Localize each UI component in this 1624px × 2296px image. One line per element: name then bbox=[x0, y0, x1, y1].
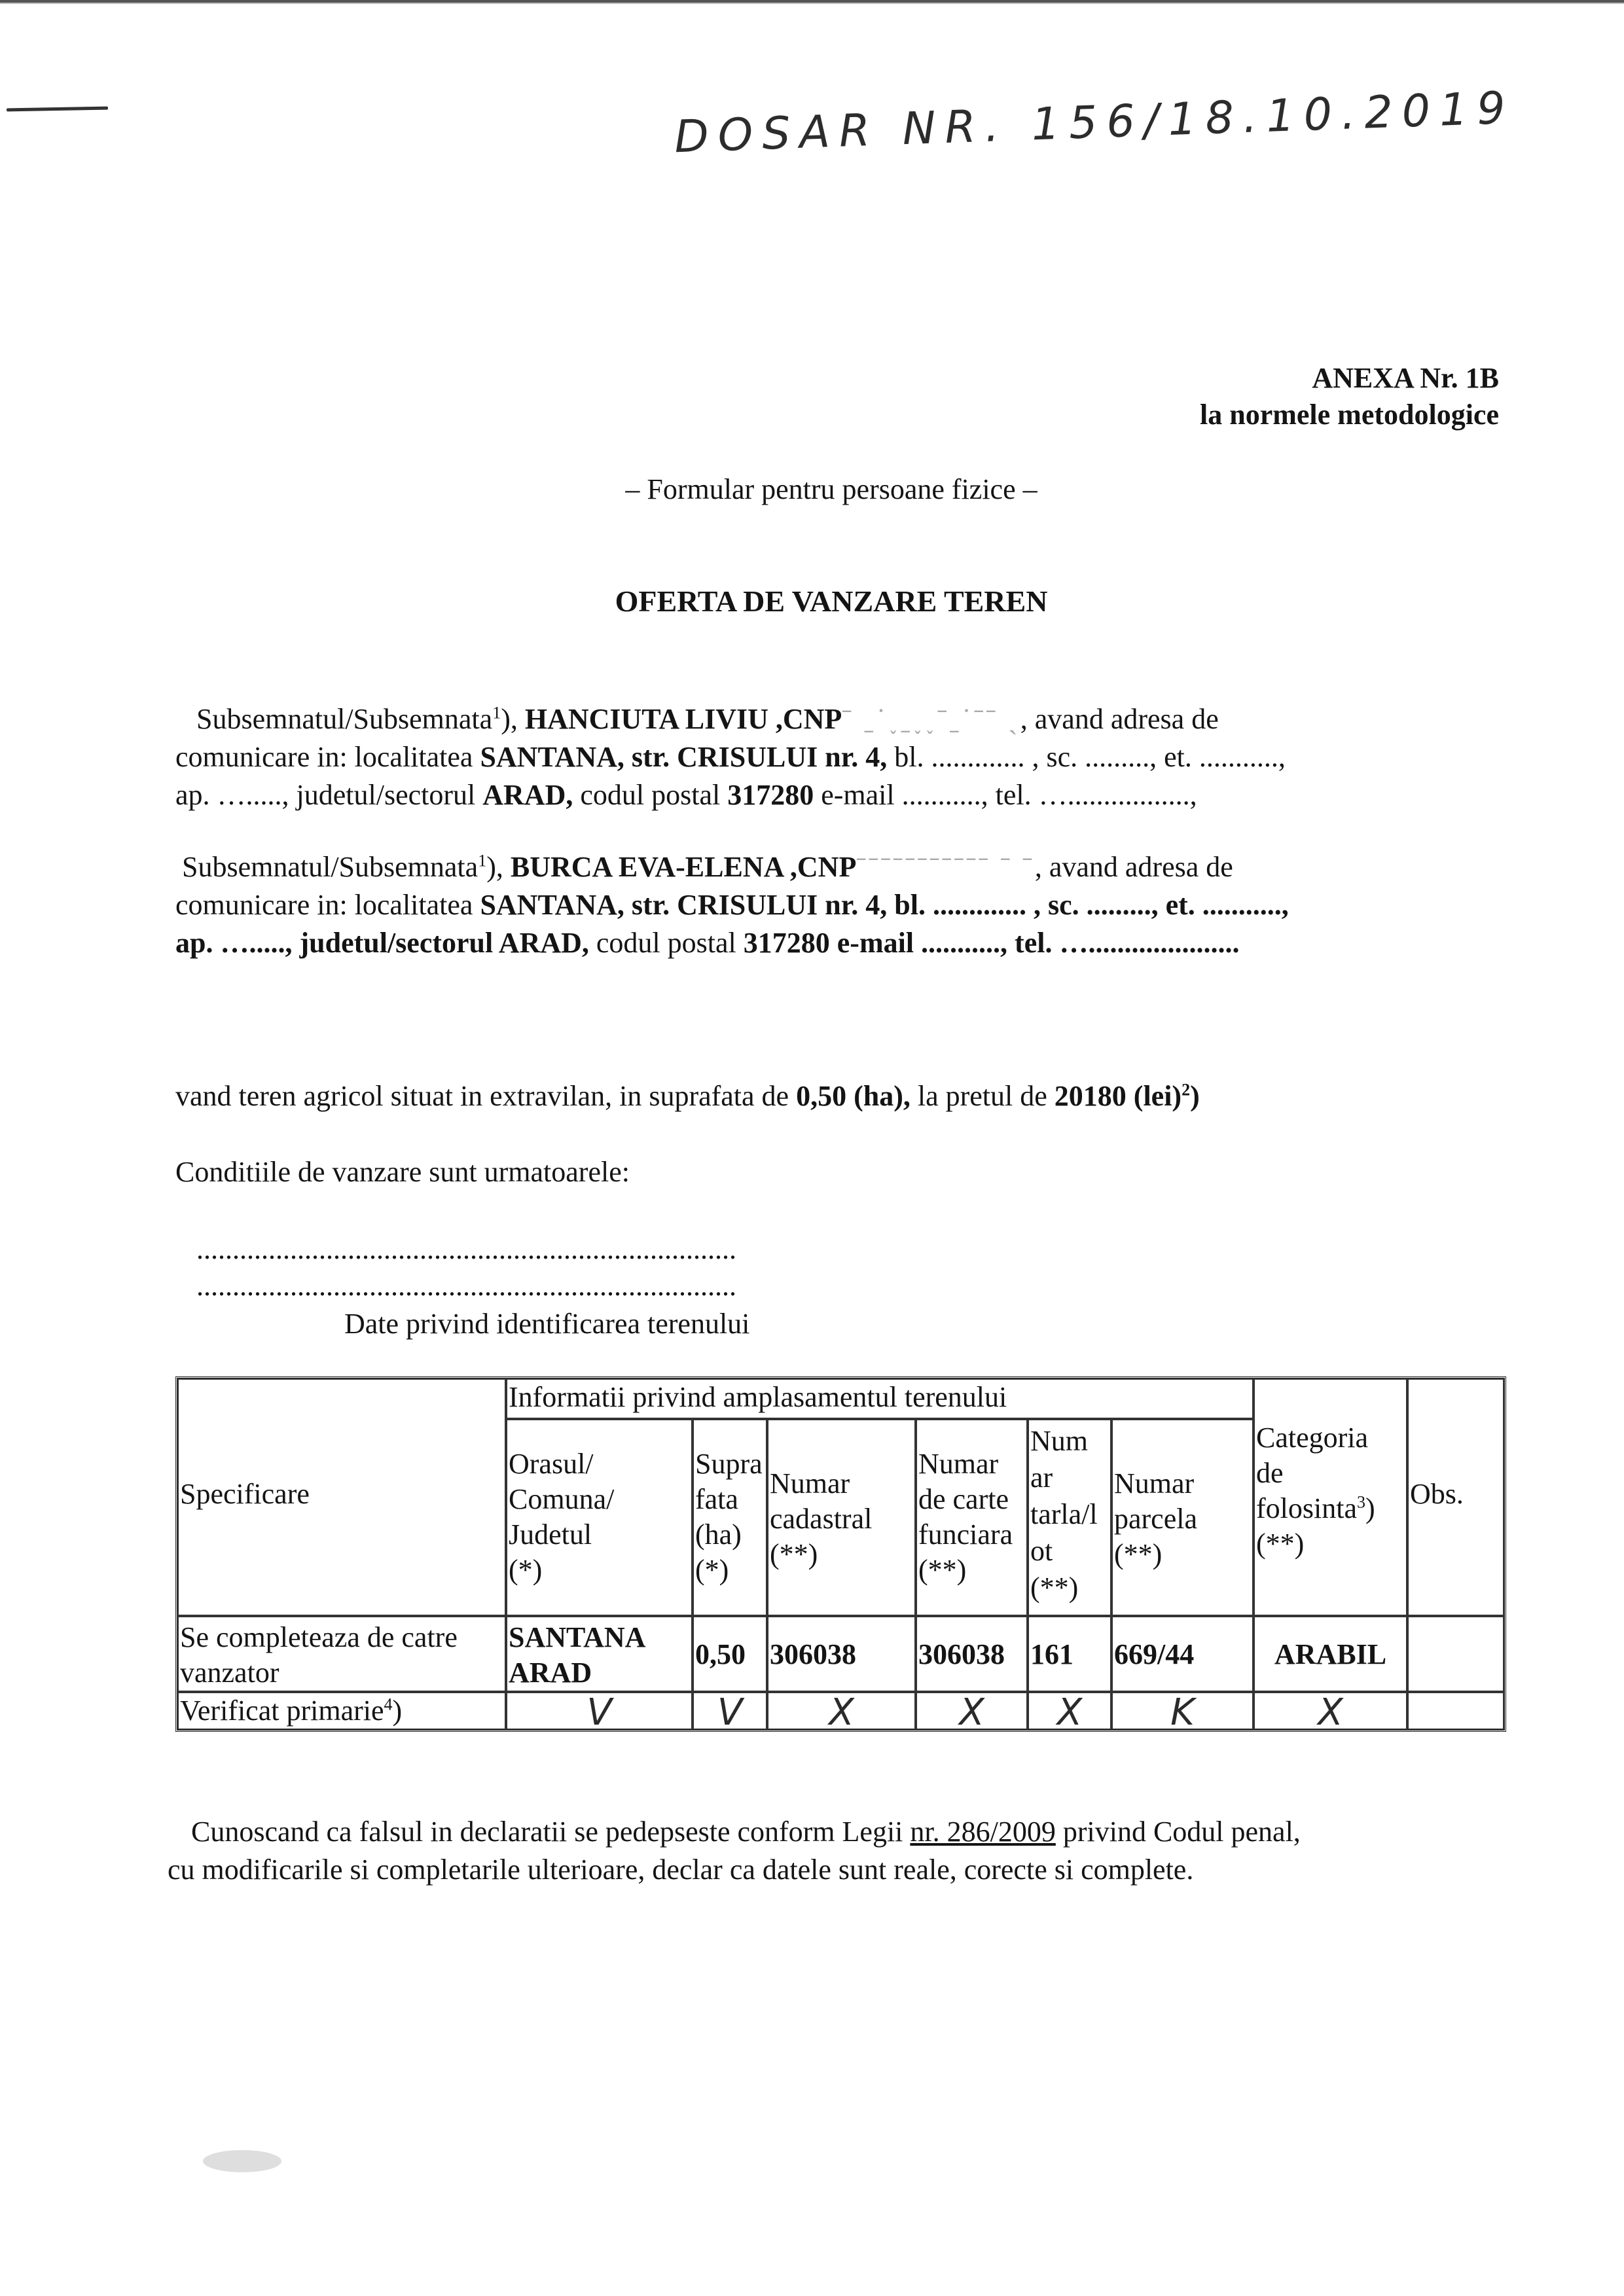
land-identification-table bbox=[175, 1376, 1506, 1732]
conditions-dotted-line-2: ........................................................................... bbox=[196, 1270, 736, 1302]
header-suprafata: Supra fata (ha) (*) bbox=[693, 1419, 767, 1616]
row1-tarla: 161 bbox=[1028, 1616, 1111, 1692]
seller2-locality: SANTANA, str. CRISULUI nr. 4, bl. ............. , sc. ........., et. ..........., bbox=[480, 889, 1289, 921]
row1-cadastral: 306038 bbox=[767, 1616, 916, 1692]
form-subtitle: – Formular pentru persoane fizice – bbox=[625, 473, 1038, 505]
row1-suprafata: 0,50 bbox=[693, 1616, 767, 1692]
scan-smudge bbox=[203, 2150, 281, 2172]
seller1-name: HANCIUTA LIVIU ,CNP bbox=[524, 703, 842, 735]
row1-carte-funciara: 306038 bbox=[916, 1616, 1028, 1692]
header-parcela: Numar parcela (**) bbox=[1111, 1419, 1254, 1616]
header-carte-funciara: Numar de carte funciara (**) bbox=[916, 1419, 1028, 1616]
seller2-county: ap. …....., judetul/sectorul ARAD, bbox=[175, 927, 589, 959]
header-cadastral: Numar cadastral (**) bbox=[767, 1419, 916, 1616]
conditions-dotted-line-1: ........................................................................... bbox=[196, 1233, 736, 1265]
sale-statement: vand teren agricol situat in extravilan, in suprafata de 0,50 (ha), la pretul de 20180 (lei)$^2$) bbox=[175, 1080, 1200, 1112]
scan-top-edge-shadow bbox=[0, 3, 1624, 4]
seller1-cnp-redacted: ˉ ˍ˙˯ˍ˯˯ˉˍ˙ˉˉ ˏ bbox=[842, 703, 1020, 735]
annex-number: ANEXA Nr. 1B bbox=[1312, 362, 1499, 394]
seller1-line3: ap. …....., judetul/sectorul ARAD, codul postal 317280 e-mail ..........., tel. …................., bbox=[175, 779, 1197, 811]
row2-label: Verificat primarie$^4$) bbox=[177, 1692, 506, 1730]
table-caption: Date privind identificarea terenului bbox=[344, 1308, 750, 1340]
handwritten-file-number: DOSAR NR. 156/18.10.2019 bbox=[674, 82, 1515, 164]
sale-area: 0,50 (ha), bbox=[796, 1080, 911, 1112]
seller1-postal: 317280 bbox=[727, 779, 814, 811]
header-orasul: Orasul/ Comuna/ Judetul (*) bbox=[506, 1419, 693, 1616]
check-mark-parcela: K bbox=[1111, 1692, 1254, 1730]
seller2-name: BURCA EVA-ELENA ,CNP bbox=[510, 851, 857, 883]
header-location-group: Informatii privind amplasamentul terenului bbox=[506, 1378, 1254, 1419]
seller2-line1: Subsemnatul/Subsemnata$^1$), BURCA EVA-ELENA ,CNPˉˉˉˉˉˉˉˉˉˉˉ ˉ ˉ, avand adresa de bbox=[182, 848, 1233, 886]
document-title: OFERTA DE VANZARE TEREN bbox=[615, 584, 1048, 618]
annex-subtitle: la normele metodologice bbox=[1200, 399, 1499, 431]
check-mark-cadastral: X bbox=[767, 1692, 916, 1730]
seller1-locality: SANTANA, str. CRISULUI nr. 4, bbox=[480, 741, 888, 773]
seller1-county: ARAD, bbox=[482, 779, 573, 811]
declaration-line1: Cunoscand ca falsul in declaratii se pedepseste conform Legii nr. 286/2009 privind Codul penal, bbox=[191, 1816, 1301, 1848]
check-mark-carte: X bbox=[916, 1692, 1028, 1730]
law-reference: nr. 286/2009 bbox=[910, 1816, 1056, 1848]
row1-label: Se completeaza de catre vanzator bbox=[177, 1616, 506, 1692]
header-categoria: Categoria de folosinta$^3$) (**) bbox=[1254, 1378, 1407, 1616]
margin-pen-mark bbox=[7, 107, 108, 112]
row2-obs bbox=[1407, 1692, 1504, 1730]
row1-categoria: ARABIL bbox=[1254, 1616, 1407, 1692]
header-obs: Obs. bbox=[1407, 1378, 1504, 1616]
conditions-label: Conditiile de vanzare sunt urmatoarele: bbox=[175, 1156, 630, 1188]
header-specificare: Specificare bbox=[177, 1378, 506, 1616]
check-mark-tarla: X bbox=[1028, 1692, 1111, 1730]
seller1-line2: comunicare in: localitatea SANTANA, str. CRISULUI nr. 4, bl. ............. , sc. ........., et. ..........., bbox=[175, 741, 1286, 773]
check-mark-orasul: V bbox=[506, 1692, 693, 1730]
check-mark-suprafata: V bbox=[693, 1692, 767, 1730]
row1-orasul: SANTANA ARAD bbox=[506, 1616, 693, 1692]
seller2-cnp-redacted: ˉˉˉˉˉˉˉˉˉˉˉ ˉ ˉ bbox=[856, 851, 1035, 883]
declaration-line2: cu modificarile si completarile ulterioare, declar ca datele sunt reale, corecte si complete. bbox=[168, 1854, 1194, 1886]
seller2-postal: 317280 e-mail ..........., tel. …..................... bbox=[743, 927, 1240, 959]
seller2-line2: comunicare in: localitatea SANTANA, str. CRISULUI nr. 4, bl. ............. , sc. ........., et. ..........., bbox=[175, 889, 1289, 921]
row1-obs bbox=[1407, 1616, 1504, 1692]
header-tarla: Num ar tarla/l ot (**) bbox=[1028, 1419, 1111, 1616]
row1-parcela: 669/44 bbox=[1111, 1616, 1254, 1692]
seller2-line3: ap. …....., judetul/sectorul ARAD, codul postal 317280 e-mail ..........., tel. …..................... bbox=[175, 927, 1240, 959]
sale-price: 20180 (lei)$^2$) bbox=[1054, 1080, 1200, 1112]
check-mark-categoria: X bbox=[1254, 1692, 1407, 1730]
seller1-line1: Subsemnatul/Subsemnata$^1$), HANCIUTA LIVIU ,CNPˉ ˍ˙˯ˍ˯˯ˉˍ˙ˉˉ ˏ, avand adresa de bbox=[196, 700, 1219, 738]
